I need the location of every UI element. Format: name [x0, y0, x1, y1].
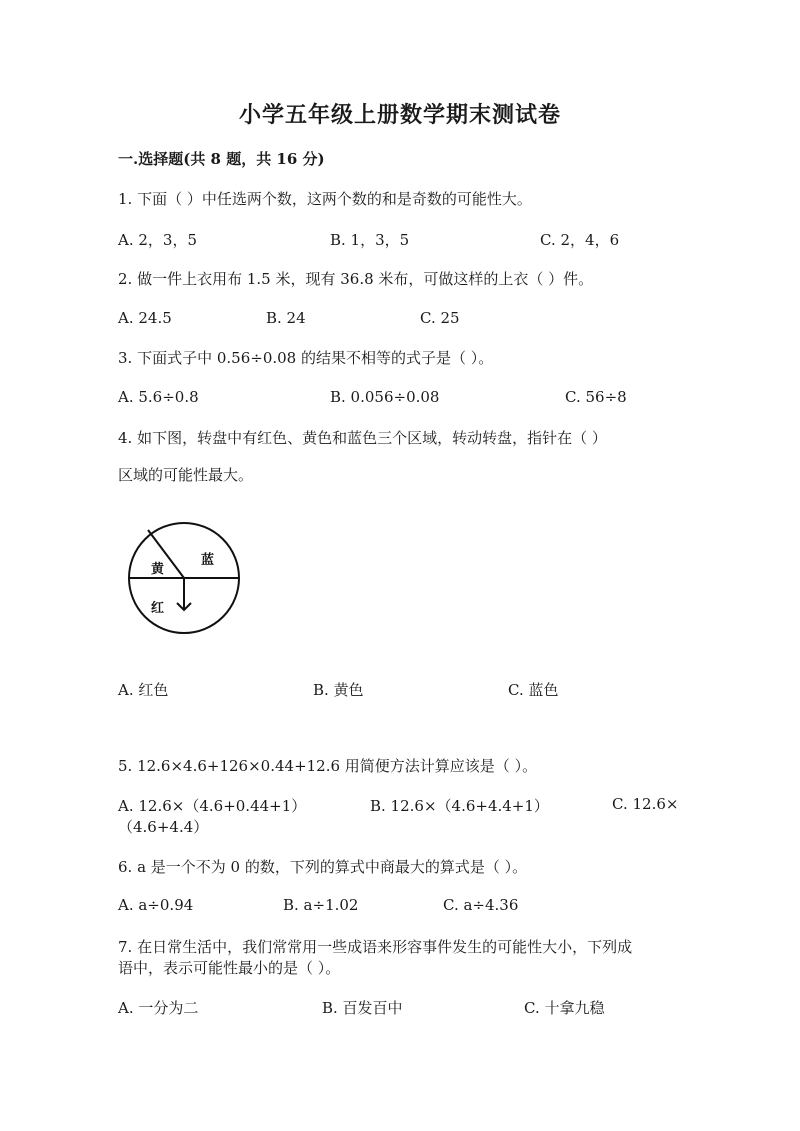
q4-option-c: C. 蓝色 [508, 681, 559, 699]
q2-option-a: A. 24.5 [118, 309, 172, 327]
q7-option-c: C. 十拿九稳 [524, 999, 605, 1017]
question-7-line-2: 语中，表示可能性最小的是（ ）。 [118, 959, 341, 977]
q1-option-c: C. 2，4，6 [540, 231, 620, 249]
q6-option-b: B. a÷1.02 [283, 896, 359, 914]
question-3: 3. 下面式子中 0.56÷0.08 的结果不相等的式子是（ ）。 [118, 349, 494, 367]
q5-option-b: B. 12.6×（4.6+4.4+1） [370, 797, 549, 815]
q4-option-b: B. 黄色 [313, 681, 364, 699]
question-4-line-1: 4. 如下图，转盘中有红色、黄色和蓝色三个区域，转动转盘，指针在（ ） [118, 429, 607, 447]
q3-option-c: C. 56÷8 [565, 388, 627, 406]
label-red: 红 [151, 601, 165, 616]
q2-option-c: C. 25 [420, 309, 460, 327]
q7-option-a: A. 一分为二 [118, 999, 199, 1017]
q5-option-a: A. 12.6×（4.6+0.44+1） [118, 797, 307, 815]
q2-option-b: B. 24 [266, 309, 306, 327]
question-7-line-1: 7. 在日常生活中，我们常常用一些成语来形容事件发生的可能性大小，下列成 [118, 938, 633, 956]
q3-option-a: A. 5.6÷0.8 [118, 388, 199, 406]
q3-option-b: B. 0.056÷0.08 [330, 388, 440, 406]
q5-option-c-continued: （4.6+4.4） [118, 818, 209, 836]
q1-option-a: A. 2，3，5 [118, 231, 197, 249]
question-5: 5. 12.6×4.6+126×0.44+12.6 用简便方法计算应该是（ ）。 [118, 757, 538, 775]
label-blue: 蓝 [201, 553, 215, 568]
q6-option-a: A. a÷0.94 [118, 896, 194, 914]
q7-option-b: B. 百发百中 [322, 999, 403, 1017]
q1-option-b: B. 1，3，5 [330, 231, 410, 249]
question-6: 6. a 是一个不为 0 的数，下列的算式中商最大的算式是（ ）。 [118, 858, 528, 876]
page-title: 小学五年级上册数学期末测试卷 [238, 102, 561, 128]
q5-option-c: C. 12.6× [612, 795, 679, 813]
q4-option-a: A. 红色 [118, 681, 169, 699]
section-heading: 一.选择题(共 8 题，共 16 分) [118, 150, 325, 168]
question-2: 2. 做一件上衣用布 1.5 米，现有 36.8 米布，可做这样的上衣（ ）件。 [118, 270, 594, 288]
question-1: 1. 下面（ ）中任选两个数，这两个数的和是奇数的可能性大。 [118, 190, 532, 208]
label-yellow: 黄 [151, 562, 165, 577]
q6-option-c: C. a÷4.36 [443, 896, 519, 914]
question-4-line-2: 区域的可能性最大。 [118, 466, 254, 484]
spinner-diagram [126, 522, 246, 636]
